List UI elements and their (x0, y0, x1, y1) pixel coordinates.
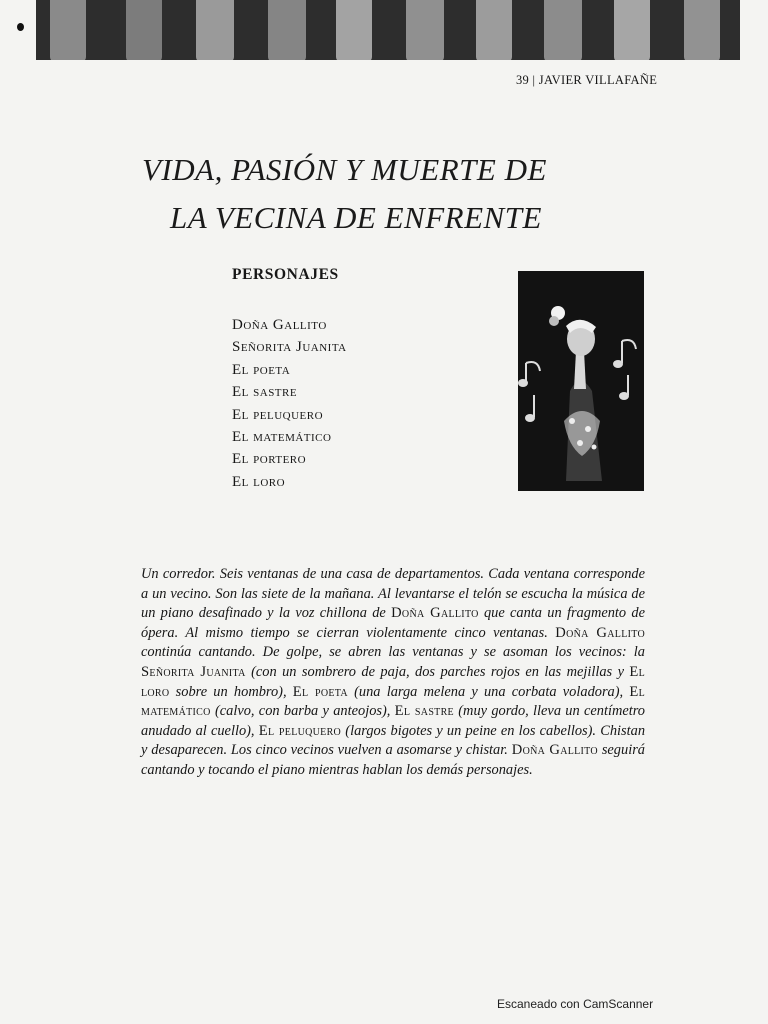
page-number: 39 (516, 73, 530, 87)
character-name: El matemático (141, 683, 645, 720)
author-name: JAVIER VILLAFAÑE (538, 73, 658, 87)
banner-stripe (336, 0, 372, 62)
character-name: Señorita Juanita (141, 663, 246, 680)
cast-item: El loro (232, 473, 286, 490)
text-run: sobre un hombro), (169, 683, 293, 700)
character-name: El sastre (394, 703, 454, 720)
text-run: Un corredor. Seis ventanas de una casa de departamentos. Cada ventana corresponde a un vecino. Son las siete de la mañana. Al levantarse el telón se escucha la música de un piano desafinado y la voz chillona de (141, 566, 645, 622)
decorative-banner (36, 0, 740, 66)
character-name: Doña Gallito (511, 742, 598, 759)
banner-stripe (268, 0, 306, 62)
cast-heading: PERSONAJES (232, 266, 339, 283)
text-run: continúa cantando. De golpe, se abren las ventanas y se asoman los vecinos: la (141, 644, 645, 661)
title-line-2: LA VECINA DE ENFRENTE (170, 200, 542, 235)
title-line-1: VIDA, PASIÓN Y MUERTE DE (142, 152, 547, 187)
character-name: Doña Gallito (555, 624, 645, 641)
cast-item: El sastre (232, 384, 298, 401)
character-name: Doña Gallito (391, 605, 479, 622)
cast-item: Señorita Juanita (232, 339, 347, 356)
cast-item: Doña Gallito (232, 317, 327, 333)
ink-dot (17, 23, 24, 31)
singer-illustration (518, 271, 644, 491)
text-run: (largos bigotes y un peine en los cabellos). Chistan y desaparecen. Los cinco vecinos vuelven a asomarse y chistar. (141, 722, 646, 759)
character-name: El poeta (292, 683, 348, 700)
text-run: (con un sombrero de paja, dos parches rojos en las mejillas y (245, 663, 630, 680)
cast-item: El portero (232, 451, 307, 468)
banner-stripe (684, 0, 720, 62)
banner-stripe (50, 0, 86, 62)
character-name: El peluquero (258, 722, 342, 739)
cast-item: El matemático (232, 429, 332, 446)
banner-stripe (196, 0, 234, 62)
text-run: (muy gordo, lleva un centímetro anudado al cuello), (141, 703, 645, 739)
scanner-credit: Escaneado con CamScanner (497, 997, 654, 1011)
banner-fringe (36, 60, 740, 66)
play-title (142, 146, 642, 242)
banner-stripe (126, 0, 162, 62)
text-run: seguirá cantando y tocando el piano mientras hablan los demás personajes. (141, 742, 645, 778)
cast-item: El peluquero (232, 406, 324, 423)
cast-list (232, 314, 347, 493)
banner-stripe (614, 0, 650, 62)
banner-stripe (476, 0, 512, 62)
text-run: (calvo, con barba y anteojos), (210, 703, 395, 720)
page-header (516, 73, 657, 88)
cast-item: El poeta (232, 361, 291, 378)
banner-stripe (544, 0, 582, 62)
character-name: El loro (141, 663, 646, 700)
banner-stripe (406, 0, 444, 62)
text-run: (una larga melena y una corbata voladora), (347, 683, 630, 700)
text-run: que canta un fragmento de ópera. Al mismo tiempo se cierran violentamente cinco ventanas. (141, 605, 645, 641)
stage-direction (141, 565, 645, 781)
header-separator: | (532, 73, 539, 87)
